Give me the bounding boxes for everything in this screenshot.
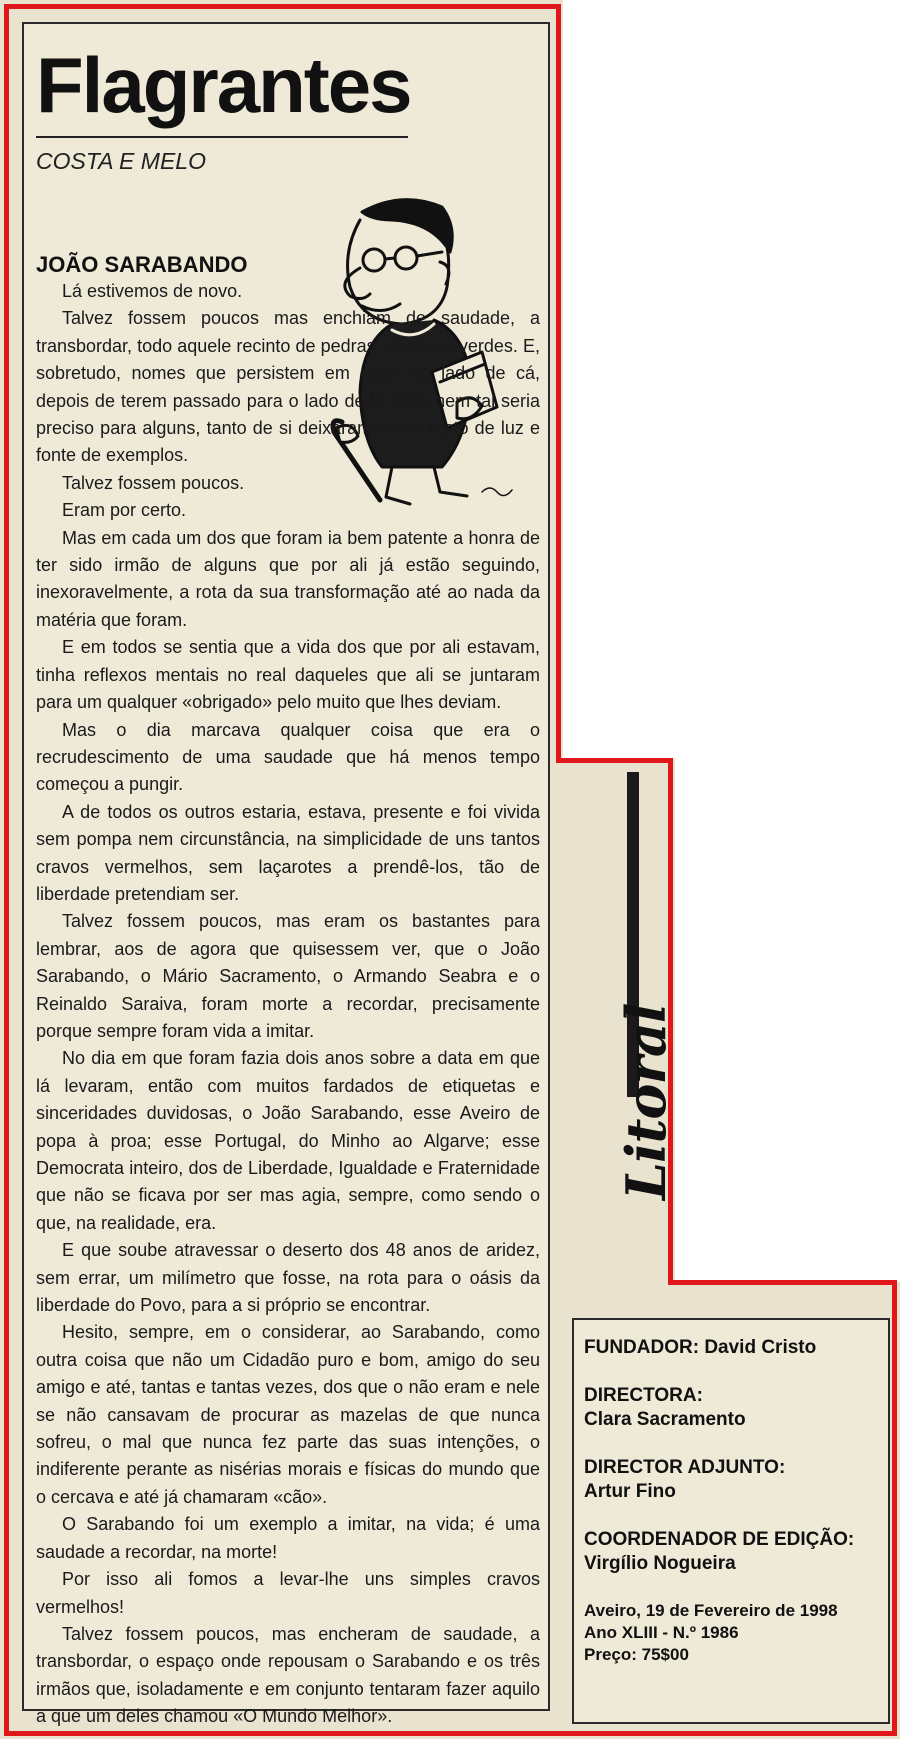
article-paragraph: Por isso ali fomos a levar-lhe uns simples cravos vermelhos! [36, 1569, 540, 1617]
article-paragraph: A de todos os outros estaria, estava, presente e foi vivida sem pompa nem circunstância, na simplicidade de uns tantos cravos vermelhos, sem laçarotes a prendê-los, tão de liberdade pretendiam ser. [36, 801, 540, 904]
section-title: Flagrantes [36, 41, 411, 129]
director-title: DIRECTORA: [584, 1385, 703, 1406]
editor-name: Virgílio Nogueira [584, 1553, 736, 1574]
red-border [6, 4, 560, 9]
article-paragraph: Eram por certo. [62, 500, 187, 521]
red-border [4, 4, 9, 1734]
article-paragraph: Talvez fossem poucos mas enchiam de saudade, a transbordar, todo aquele recinto de pedras, cruzes e verdes. E, sobretudo, nomes que persistem em estar do lado de cá, depois de terem passado para o lado de lá. Mas nem tal seria preciso para alguns, tanto de si deixaram como rasto de luz e fonte de exemplos. [36, 308, 540, 466]
article-paragraph: Hesito, sempre, em o considerar, ao Sarabando, como outra coisa que não um Cidadão puro e bom, amigo do seu amigo e até, tantas e tantas vezes, dos que o não eram e nele se não cansavam de procurar as mazelas de que nunca sofreu, o mal que nunca fez parte das suas intenções, o indiferente perante as nisérias morais e físicas do mundo que o cercava e até já chamaram «cão». [36, 1322, 540, 1507]
article-body [36, 278, 540, 1731]
article-paragraph: Talvez fossem poucos, mas encheram de saudade, a transbordar, o espaço onde repousam o Sarabando e os três irmãos que, isoladamente e em conjunto tentaram fazer aquilo a que um deles chamou «O Mundo Melhor». [36, 1623, 540, 1727]
issue-number: Ano XLIII - N.º 1986 [584, 1623, 739, 1642]
article-paragraph: Lá estivemos de novo. [62, 281, 243, 301]
director-name: Clara Sacramento [584, 1409, 746, 1430]
director-block [584, 1384, 878, 1432]
staff-box [572, 1318, 890, 1724]
author-byline: COSTA E MELO [36, 148, 206, 174]
red-border [4, 1731, 896, 1736]
red-border [892, 1280, 897, 1736]
article-paragraph: No dia em que foram fazia dois anos sobre a data em que lá levaram, então com muitos fardados de etiquetas e sinceridades duvidosas, o João Sarabando, esse Aveiro de popa à proa; esse Portugal, do Minho ao Algarve; esse Democrata inteiro, dos de Liberdade, Igualdade e Fraternidade que não se ficava por ser mas agia, sempre, como sendo o que, na realidade, era. [36, 1048, 540, 1233]
newspaper-logo: Litoral [614, 1003, 678, 1200]
editor-block [584, 1528, 878, 1576]
editor-title: COORDENADOR DE EDIÇÃO: [584, 1529, 855, 1550]
deputy-block [584, 1456, 878, 1504]
red-border [556, 758, 672, 763]
article-paragraph: Mas o dia marcava qualquer coisa que era o recrudescimento de uma saudade que há menos tempo começou a pungir. [36, 719, 540, 795]
title-rule [36, 136, 408, 138]
article-paragraph: Mas em cada um dos que foram ia bem patente a honra de ter sido irmão de alguns que por ali já estão seguindo, inexoravelmente, a rota da sua transformação até ao nada da matéria que foram. [36, 527, 540, 630]
deputy-title: DIRECTOR ADJUNTO: [584, 1457, 786, 1478]
deputy-name: Artur Fino [584, 1481, 676, 1502]
founder-line: FUNDADOR: David Cristo [584, 1337, 817, 1358]
red-border [668, 1280, 896, 1285]
article-heading: JOÃO SARABANDO [36, 252, 248, 277]
article-paragraph: E que soube atravessar o deserto dos 48 anos de aridez, sem errar, um milímetro que fosse, na rota para o oásis da liberdade do Povo, para a si próprio se encontrar. [36, 1240, 540, 1316]
place-date: Aveiro, 19 de Fevereiro de 1998 [584, 1601, 838, 1620]
article-paragraph: Talvez fossem poucos. [62, 472, 245, 493]
article-paragraph: O Sarabando foi um exemplo a imitar, na vida; é uma saudade a recordar, na morte! [36, 1514, 540, 1562]
price: Preço: 75$00 [584, 1645, 689, 1664]
article-paragraph: Talvez fossem poucos, mas eram os bastantes para lembrar, aos de agora que quisessem ver, que o João Sarabando, o Mário Sacramento, o Armando Seabra e o Reinaldo Saraiva, foram morte a recordar, precisamente porque sempre foram vida a imitar. [36, 911, 540, 1041]
article-paragraph: E em todos se sentia que a vida dos que por ali estavam, tinha reflexos mentais no real daqueles que ali se juntaram para um qualquer «obrigado» pelo muito que lhes deviam. [36, 637, 540, 713]
red-border [556, 4, 561, 762]
